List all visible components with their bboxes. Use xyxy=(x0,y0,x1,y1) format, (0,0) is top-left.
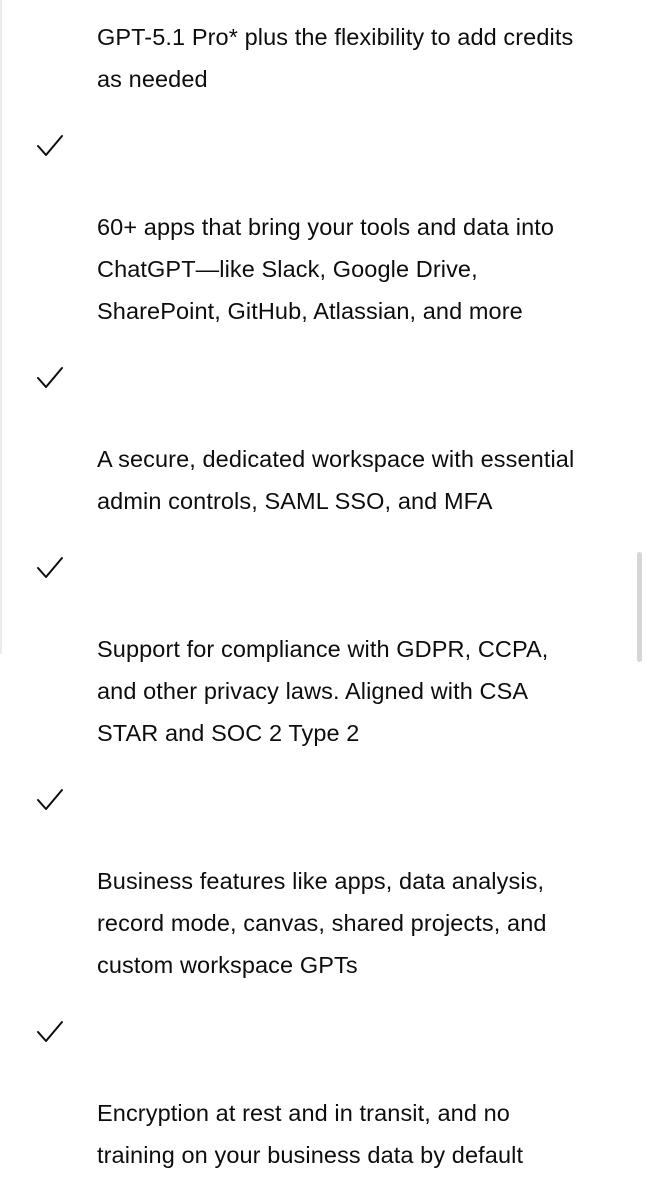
feature-item-business-features xyxy=(0,776,654,986)
feature-item-encryption xyxy=(0,1008,654,1176)
feature-text: 60+ apps that bring your tools and data into ChatGPT—like Slack, Google Drive, SharePoint, GitHub, Atlassian, and more xyxy=(97,214,555,324)
feature-text: Business features like apps, data analysis, record mode, canvas, shared projects, and custom workspace GPTs xyxy=(97,868,547,978)
feature-text: GPT-5.1 Pro* plus the flexibility to add credits as needed xyxy=(97,24,574,92)
feature-item-add-credits xyxy=(0,0,654,100)
feature-item-apps xyxy=(0,122,654,332)
feature-text: A secure, dedicated workspace with essential admin controls, SAML SSO, and MFA xyxy=(97,446,575,514)
feature-text: Encryption at rest and in transit, and no training on your business data by default xyxy=(97,1100,524,1168)
feature-item-workspace xyxy=(0,354,654,522)
check-icon xyxy=(36,1020,64,1044)
feature-item-compliance xyxy=(0,544,654,754)
check-icon xyxy=(36,134,64,158)
feature-text: Support for compliance with GDPR, CCPA, and other privacy laws. Aligned with CSA STAR and SOC 2 Type 2 xyxy=(97,636,549,746)
check-icon xyxy=(36,556,64,580)
scrollbar-thumb[interactable] xyxy=(637,552,642,662)
check-icon xyxy=(36,788,64,812)
check-icon xyxy=(36,366,64,390)
